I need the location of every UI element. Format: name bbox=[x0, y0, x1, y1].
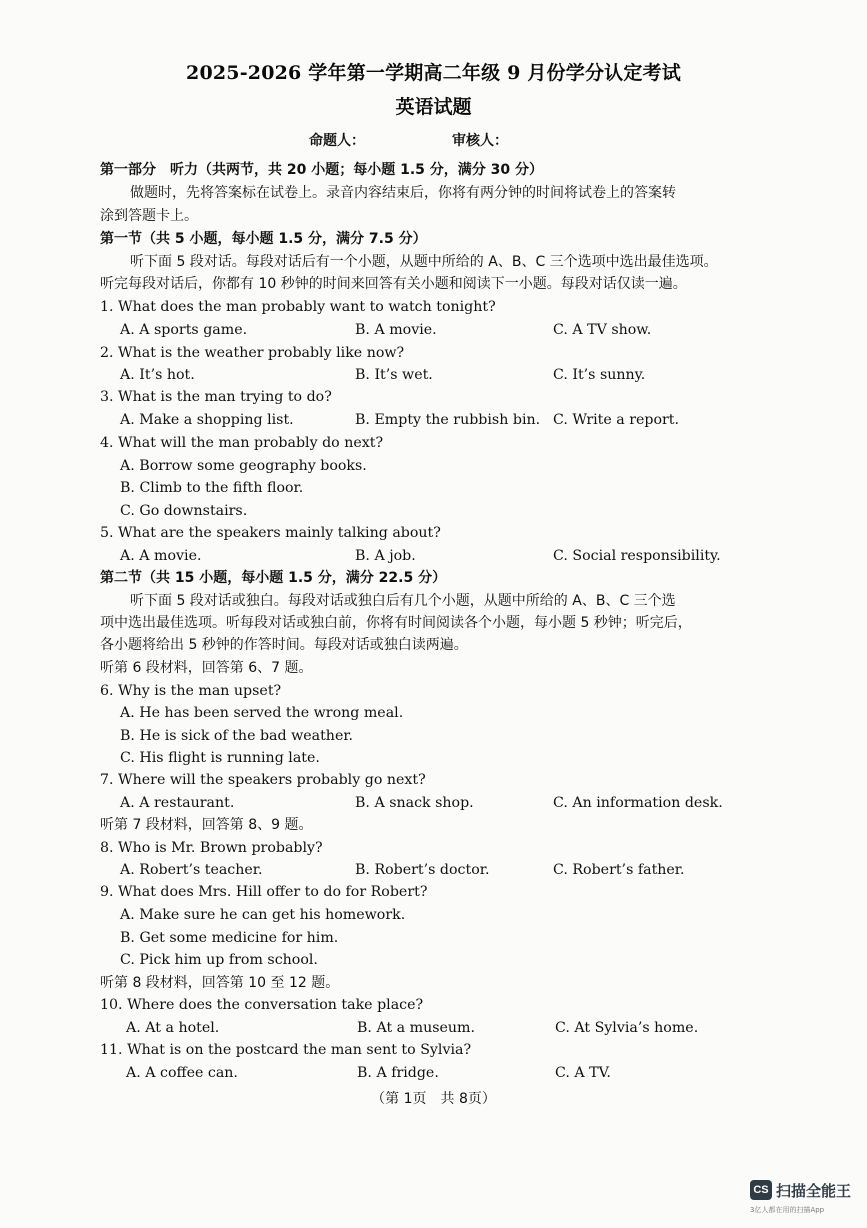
q10-option-c: C. At Sylvia’s home. bbox=[555, 1020, 699, 1036]
q7-option-b: B. A snack shop. bbox=[355, 795, 474, 811]
question-3: 3. What is the man trying to do? bbox=[100, 389, 332, 405]
question-10: 10. Where does the conversation take place? bbox=[100, 997, 424, 1013]
camscanner-tagline: 3亿人都在用的扫描App bbox=[750, 1206, 825, 1214]
question-2: 2. What is the weather probably like now? bbox=[100, 345, 405, 361]
question-4: 4. What will the man probably do next? bbox=[100, 435, 384, 451]
q2-option-c: C. It’s sunny. bbox=[553, 367, 646, 383]
material-7-note: 听第 7 段材料，回答第 8、9 题。 bbox=[100, 817, 313, 833]
q2-option-b: B. It’s wet. bbox=[355, 367, 433, 383]
camscanner-name: 扫描全能王 bbox=[776, 1182, 852, 1200]
question-7: 7. Where will the speakers probably go next? bbox=[100, 772, 426, 788]
q3-option-a: A. Make a shopping list. bbox=[120, 412, 294, 428]
q8-option-c: C. Robert’s father. bbox=[553, 862, 685, 878]
section1-heading: 第一节（共 5 小题，每小题 1.5 分，满分 7.5 分） bbox=[100, 231, 427, 247]
camscanner-logo-icon: CS bbox=[750, 1180, 772, 1200]
q1-option-c: C. A TV show. bbox=[553, 322, 652, 338]
part1-instruction-1: 做题时，先将答案标在试卷上。录音内容结束后，你将有两分钟的时间将试卷上的答案转 bbox=[130, 185, 676, 201]
section2-instruction-2: 项中选出最佳选项。听每段对话或独白前，你将有时间阅读各个小题，每小题 5 秒钟；听完后， bbox=[100, 615, 692, 631]
q5-option-b: B. A job. bbox=[355, 548, 416, 564]
q5-option-c: C. Social responsibility. bbox=[553, 548, 721, 564]
q1-option-a: A. A sports game. bbox=[120, 322, 248, 338]
q11-option-a: A. A coffee can. bbox=[126, 1065, 238, 1081]
exam-title: 2025-2026 学年第一学期高二年级 9 月份学分认定考试 bbox=[186, 62, 681, 84]
q9-option-c: C. Pick him up from school. bbox=[120, 952, 318, 968]
section2-heading: 第二节（共 15 小题，每小题 1.5 分，满分 22.5 分） bbox=[100, 570, 447, 586]
question-11: 11. What is on the postcard the man sent to Sylvia? bbox=[100, 1042, 472, 1058]
q9-option-a: A. Make sure he can get his homework. bbox=[120, 907, 406, 923]
reviewer-label: 审核人： bbox=[452, 133, 508, 149]
q11-option-c: C. A TV. bbox=[555, 1065, 611, 1081]
q10-option-b: B. At a museum. bbox=[357, 1020, 475, 1036]
question-6: 6. Why is the man upset? bbox=[100, 683, 282, 699]
part1-instruction-2: 涂到答题卡上。 bbox=[100, 208, 198, 224]
section2-instruction-1: 听下面 5 段对话或独白。每段对话或独白后有几个小题，从题中所给的 A、B、C 三个选 bbox=[130, 593, 676, 609]
material-8-note: 听第 8 段材料，回答第 10 至 12 题。 bbox=[100, 975, 340, 991]
q8-option-b: B. Robert’s doctor. bbox=[355, 862, 490, 878]
q2-option-a: A. It’s hot. bbox=[120, 367, 195, 383]
q4-option-b: B. Climb to the fifth floor. bbox=[120, 480, 304, 496]
q5-option-a: A. A movie. bbox=[120, 548, 202, 564]
q9-option-b: B. Get some medicine for him. bbox=[120, 930, 339, 946]
part1-heading: 第一部分 听力（共两节，共 20 小题；每小题 1.5 分，满分 30 分） bbox=[100, 162, 544, 178]
q4-option-a: A. Borrow some geography books. bbox=[120, 458, 367, 474]
exam-subtitle: 英语试题 bbox=[395, 96, 472, 118]
section1-instruction-1: 听下面 5 段对话。每段对话后有一个小题，从题中所给的 A、B、C 三个选项中选出最佳选项。 bbox=[130, 254, 718, 270]
q3-option-c: C. Write a report. bbox=[553, 412, 680, 428]
q6-option-c: C. His flight is running late. bbox=[120, 750, 320, 766]
section2-instruction-3: 各小题将给出 5 秒钟的作答时间。每段对话或独白读两遍。 bbox=[100, 637, 468, 653]
q7-option-c: C. An information desk. bbox=[553, 795, 723, 811]
q8-option-a: A. Robert’s teacher. bbox=[120, 862, 263, 878]
q4-option-c: C. Go downstairs. bbox=[120, 503, 248, 519]
q10-option-a: A. At a hotel. bbox=[126, 1020, 220, 1036]
q3-option-b: B. Empty the rubbish bin. bbox=[355, 412, 541, 428]
question-8: 8. Who is Mr. Brown probably? bbox=[100, 840, 323, 856]
q6-option-a: A. He has been served the wrong meal. bbox=[120, 705, 404, 721]
question-9: 9. What does Mrs. Hill offer to do for Robert? bbox=[100, 884, 428, 900]
section1-instruction-2: 听完每段对话后，你都有 10 秒钟的时间来回答有关小题和阅读下一小题。每段对话仅读一遍。 bbox=[100, 276, 687, 292]
page-footer: （第 1页 共 8页） bbox=[371, 1091, 496, 1107]
question-1: 1. What does the man probably want to watch tonight? bbox=[100, 299, 496, 315]
q11-option-b: B. A fridge. bbox=[357, 1065, 439, 1081]
q6-option-b: B. He is sick of the bad weather. bbox=[120, 728, 354, 744]
setter-label: 命题人： bbox=[309, 133, 365, 149]
q7-option-a: A. A restaurant. bbox=[120, 795, 235, 811]
question-5: 5. What are the speakers mainly talking about? bbox=[100, 525, 441, 541]
q1-option-b: B. A movie. bbox=[355, 322, 437, 338]
material-6-note: 听第 6 段材料，回答第 6、7 题。 bbox=[100, 660, 313, 676]
